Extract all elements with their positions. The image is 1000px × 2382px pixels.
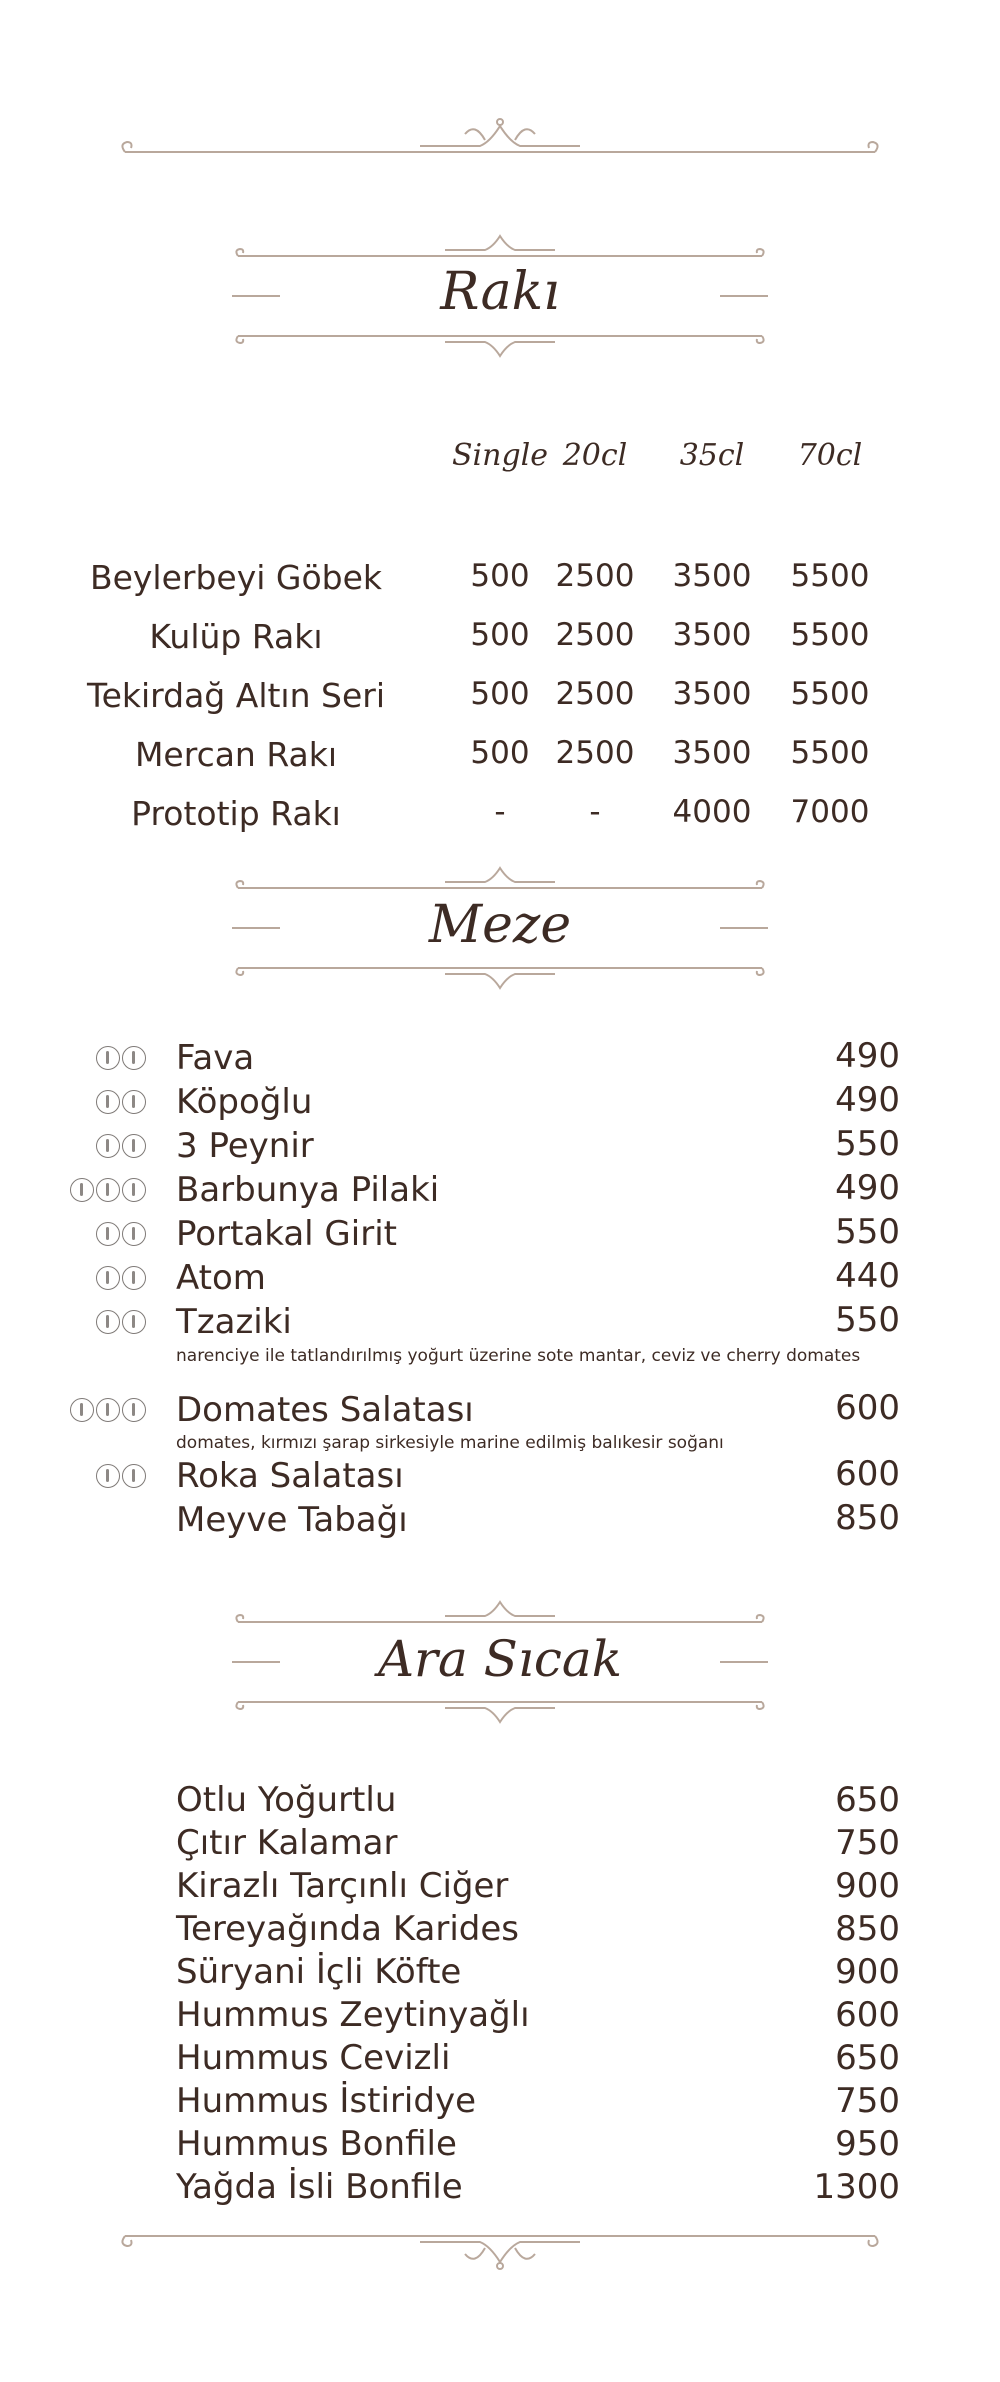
column-header-70cl: 70cl [797, 438, 863, 473]
raki-name: Prototip Rakı [131, 794, 341, 833]
item-name: Tzaziki [176, 1302, 292, 1342]
item-name: Yağda İsli Bonfile [176, 2167, 463, 2207]
raki-price-70cl: 5500 [790, 617, 870, 653]
vegan-icon [122, 1046, 146, 1070]
ara-sicak-section-title: Ara Sıcak [377, 1630, 623, 1688]
bottom-ornament [0, 2228, 1000, 2278]
item-price: 750 [835, 1823, 900, 1863]
gluten-free-icon [96, 1222, 120, 1246]
raki-price-20cl: 2500 [555, 676, 635, 712]
item-name: 3 Peynir [176, 1126, 314, 1166]
vegan-icon [122, 1266, 146, 1290]
item-name: Roka Salatası [176, 1456, 404, 1496]
gluten-free-icon [70, 1178, 94, 1202]
raki-name: Beylerbeyi Göbek [89, 558, 383, 597]
item-name: Hummus Bonfile [176, 2124, 457, 2164]
raki-price-single: 500 [470, 676, 530, 712]
raki-price-35cl: 3500 [672, 558, 752, 594]
item-price: 950 [835, 2124, 900, 2164]
gluten-free-icon [96, 1464, 120, 1488]
raki-price-20cl: 2500 [555, 617, 635, 653]
item-name: Çıtır Kalamar [176, 1823, 398, 1863]
item-price: 490 [835, 1036, 900, 1076]
item-price: 600 [835, 1995, 900, 2035]
raki-price-single: 500 [470, 617, 530, 653]
item-price: 1300 [813, 2167, 900, 2207]
raki-price-35cl: 4000 [672, 794, 752, 830]
item-price: 900 [835, 1952, 900, 1992]
item-price: 650 [835, 2038, 900, 2078]
item-name: Domates Salatası [176, 1390, 474, 1430]
diet-icons [60, 1134, 146, 1162]
diet-icons [60, 1266, 146, 1294]
raki-price-20cl: - [589, 794, 601, 830]
raki-price-70cl: 5500 [790, 676, 870, 712]
item-price: 850 [835, 1909, 900, 1949]
raki-price-70cl: 5500 [790, 735, 870, 771]
item-price: 440 [835, 1256, 900, 1296]
item-description: domates, kırmızı şarap sirkesiyle marine edilmiş balıkesir soğanı [176, 1433, 724, 1453]
item-name: Hummus İstiridye [176, 2081, 476, 2121]
raki-name: Mercan Rakı [134, 735, 338, 774]
item-name: Portakal Girit [176, 1214, 397, 1254]
lactose-free-icon [122, 1178, 146, 1202]
diet-icons [60, 1046, 146, 1074]
gluten-free-icon [96, 1266, 120, 1290]
column-header-20cl: 20cl [562, 438, 628, 473]
item-price: 550 [835, 1300, 900, 1340]
raki-price-20cl: 2500 [555, 558, 635, 594]
raki-price-single: 500 [470, 735, 530, 771]
item-price: 550 [835, 1124, 900, 1164]
diet-icons [40, 1178, 146, 1206]
item-price: 550 [835, 1212, 900, 1252]
gluten-free-icon [96, 1046, 120, 1070]
item-name: Kirazlı Tarçınlı Ciğer [176, 1866, 509, 1906]
raki-price-70cl: 5500 [790, 558, 870, 594]
raki-name: Tekirdağ Altın Seri [87, 676, 385, 715]
diet-icons [60, 1464, 146, 1492]
lactose-free-icon [122, 1398, 146, 1422]
vegan-icon [122, 1090, 146, 1114]
item-price: 490 [835, 1168, 900, 1208]
item-price: 750 [835, 2081, 900, 2121]
item-price: 850 [835, 1498, 900, 1538]
raki-price-70cl: 7000 [790, 794, 870, 830]
vegan-icon [122, 1310, 146, 1334]
item-name: Fava [176, 1038, 255, 1078]
item-name: Hummus Cevizli [176, 2038, 451, 2078]
gluten-free-icon [96, 1134, 120, 1158]
diet-icons [60, 1310, 146, 1338]
raki-price-35cl: 3500 [672, 676, 752, 712]
raki-price-single: - [494, 794, 506, 830]
item-name: Meyve Tabağı [176, 1500, 408, 1540]
raki-price-35cl: 3500 [672, 617, 752, 653]
raki-price-35cl: 3500 [672, 735, 752, 771]
vegan-icon [96, 1178, 120, 1202]
gluten-free-icon [70, 1398, 94, 1422]
vegan-icon [96, 1398, 120, 1422]
item-price: 650 [835, 1780, 900, 1820]
gluten-free-icon [96, 1310, 120, 1334]
vegan-icon [122, 1222, 146, 1246]
item-price: 900 [835, 1866, 900, 1906]
item-name: Tereyağında Karides [176, 1909, 519, 1949]
item-name: Atom [176, 1258, 266, 1298]
diet-icons [60, 1222, 146, 1250]
diet-icons [60, 1090, 146, 1118]
meze-section-title: Meze [428, 895, 572, 955]
item-price: 490 [835, 1080, 900, 1120]
raki-price-20cl: 2500 [555, 735, 635, 771]
vegan-icon [122, 1464, 146, 1488]
top-ornament [0, 110, 1000, 160]
item-price: 600 [835, 1388, 900, 1428]
item-name: Barbunya Pilaki [176, 1170, 440, 1210]
item-name: Köpoğlu [176, 1082, 313, 1122]
item-name: Otlu Yoğurtlu [176, 1780, 397, 1820]
item-price: 600 [835, 1454, 900, 1494]
raki-price-single: 500 [470, 558, 530, 594]
item-description: narenciye ile tatlandırılmış yoğurt üzerine sote mantar, ceviz ve cherry domates [176, 1346, 861, 1366]
item-name: Hummus Zeytinyağlı [176, 1995, 530, 2035]
item-name: Süryani İçli Köfte [176, 1952, 462, 1992]
vegan-icon [122, 1134, 146, 1158]
raki-section-title: Rakı [440, 262, 560, 322]
column-header-single: Single [451, 438, 549, 473]
gluten-free-icon [96, 1090, 120, 1114]
diet-icons [40, 1398, 146, 1426]
raki-name: Kulüp Rakı [149, 617, 323, 656]
column-header-35cl: 35cl [679, 438, 745, 473]
